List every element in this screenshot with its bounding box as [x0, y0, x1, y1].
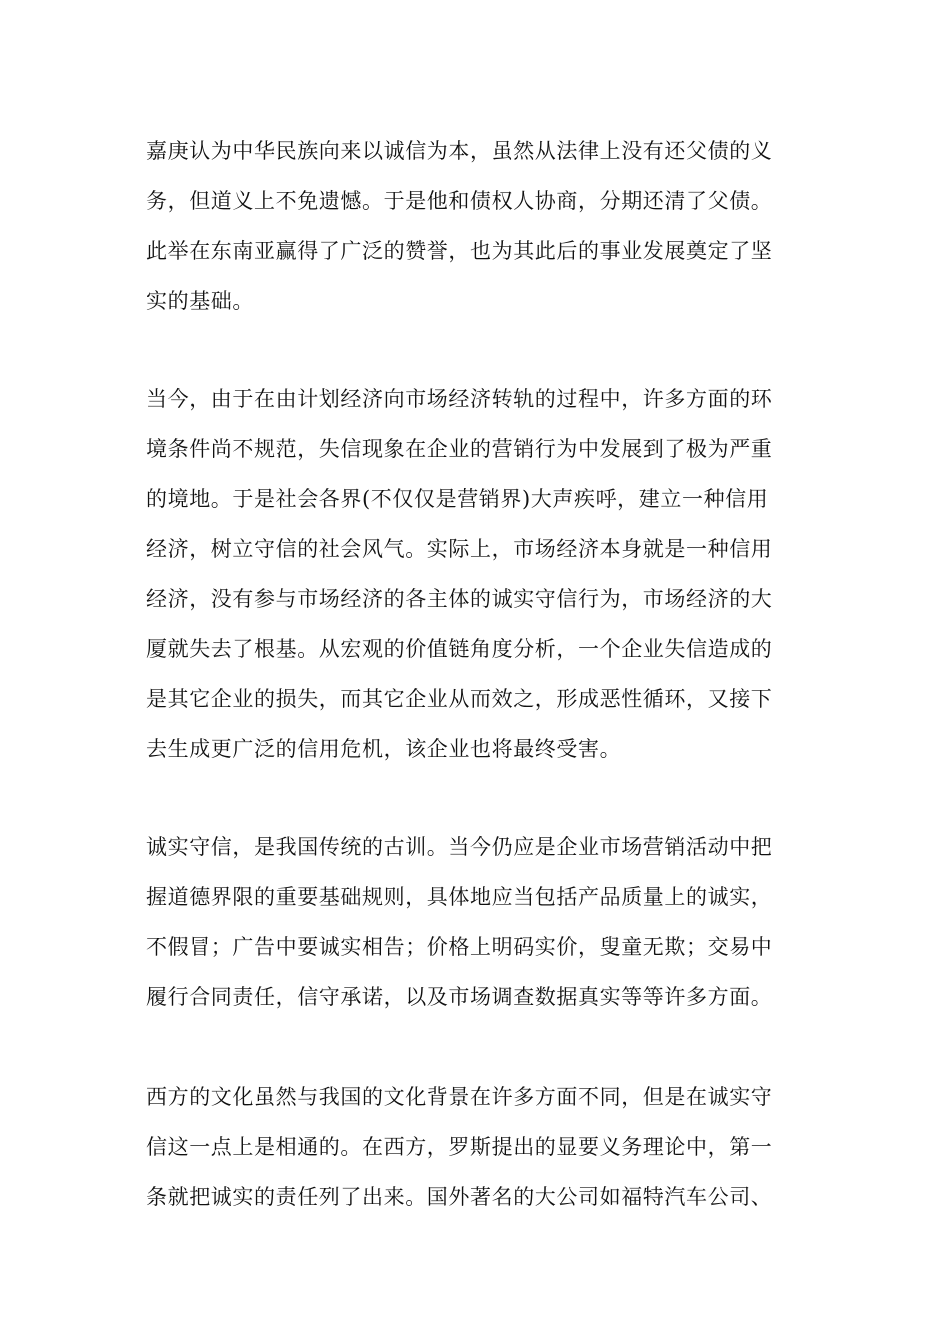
paragraph-line: 当今，由于在由计划经济向市场经济转轨的过程中，许多方面的环	[146, 387, 773, 411]
paragraph-line: 握道德界限的重要基础规则，具体地应当包括产品质量上的诚实，	[146, 885, 773, 909]
paragraph-line: 的境地。于是社会各界(不仅仅是营销界)大声疾呼，建立一种信用	[146, 487, 769, 511]
paragraph-line: 不假冒；广告中要诚实相告；价格上明码实价，叟童无欺；交易中	[146, 935, 773, 959]
paragraph-line: 经济，没有参与市场经济的各主体的诚实守信行为，市场经济的大	[146, 587, 773, 611]
paragraph-3	[146, 822, 806, 1022]
paragraph-4	[146, 1072, 806, 1222]
paragraph-line: 此举在东南亚赢得了广泛的赞誉，也为其此后的事业发展奠定了坚	[146, 239, 773, 263]
paragraph-line: 厦就失去了根基。从宏观的价值链角度分析，一个企业失信造成的	[146, 637, 773, 661]
paragraph-line: 经济，树立守信的社会风气。实际上，市场经济本身就是一种信用	[146, 537, 773, 561]
paragraph-1	[146, 126, 806, 326]
paragraph-line: 诚实守信，是我国传统的古训。当今仍应是企业市场营销活动中把	[146, 835, 773, 859]
paragraph-line: 条就把诚实的责任列了出来。国外著名的大公司如福特汽车公司、	[146, 1185, 773, 1209]
paragraph-line: 信这一点上是相通的。在西方，罗斯提出的显要义务理论中，第一	[146, 1135, 773, 1159]
paragraph-line: 务，但道义上不免遗憾。于是他和债权人协商，分期还清了父债。	[146, 189, 773, 213]
paragraph-line: 履行合同责任，信守承诺，以及市场调查数据真实等等许多方面。	[146, 985, 773, 1009]
paragraph-line: 西方的文化虽然与我国的文化背景在许多方面不同，但是在诚实守	[146, 1085, 773, 1109]
paragraph-line: 是其它企业的损失，而其它企业从而效之，形成恶性循环，又接下	[146, 687, 773, 711]
paragraph-line: 嘉庚认为中华民族向来以诚信为本，虽然从法律上没有还父债的义	[146, 139, 773, 163]
paragraph-2	[146, 374, 806, 774]
paragraph-line: 实的基础。	[146, 289, 254, 313]
paragraph-line: 境条件尚不规范，失信现象在企业的营销行为中发展到了极为严重	[146, 437, 773, 461]
paragraph-line: 去生成更广泛的信用危机，该企业也将最终受害。	[146, 737, 622, 761]
